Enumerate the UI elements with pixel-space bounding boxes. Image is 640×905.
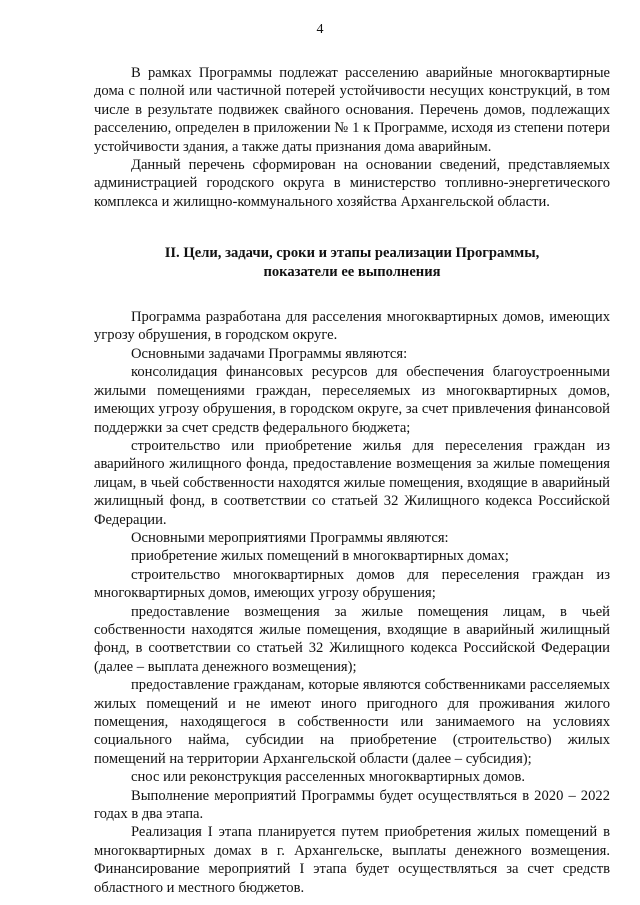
paragraph: Выполнение мероприятий Программы будет осуществляться в 2020 – 2022 годах в два этапа. bbox=[94, 787, 610, 823]
paragraph: В рамках Программы подлежат расселению аварийные многоквартирные дома с полной или частичной потерей устойчивости несущих конструкций, в том числе в результате подвижек свайного основания. Перечень домов, подлежащих расселению, определен в приложении № 1 к Программе, исходя из степени потери устойчивости здания, а также даты признания дома аварийным. bbox=[94, 65, 610, 155]
paragraph: строительство или приобретение жилья для переселения граждан из аварийного жилищного фонда, предоставление возмещения за жилые помещения лицам, в чьей собственности находятся жилые помещения, входящие в аварийный жилищный фонд, в соответствии со статьей 32 Жилищного кодекса Российской Федерации. bbox=[94, 437, 610, 528]
paragraph: приобретение жилых помещений в многоквартирных домах; bbox=[131, 548, 509, 565]
section-heading-line: показатели ее выполнения bbox=[263, 263, 441, 280]
paragraph: Основными задачами Программы являются: bbox=[131, 345, 408, 362]
paragraph: предоставление гражданам, которые являются собственниками расселяемых жилых помещений и не имеют иного пригодного для проживания жилого помещения, находящегося в собственности или занимаемого на условиях социального найма, субсидии на приобретение (строительство) жилых помещений на территории Архангельской области (далее – субсидия); bbox=[94, 677, 610, 767]
paragraph: консолидация финансовых ресурсов для обеспечения благоустроенными жилыми помещениями граждан, переселяемых из многоквартирных домов, имеющих угрозу обрушения, в городском округе, за счет привлечения финансовой поддержки за счет средств федерального бюджета; bbox=[94, 364, 610, 436]
paragraph: Реализация I этапа планируется путем приобретения жилых помещений в многоквартирных домах в г. Архангельске, выплаты денежного возмещения. Финансирование мероприятий I этапа будет осуществляться за счет средств областного и местного бюджетов. bbox=[94, 824, 610, 896]
paragraph: снос или реконструкция расселенных многоквартирных домов. bbox=[131, 769, 526, 786]
paragraph: Основными мероприятиями Программы являются: bbox=[131, 529, 449, 546]
paragraph: строительство многоквартирных домов для переселения граждан из многоквартирных домов, имеющих угрозу обрушения; bbox=[94, 566, 610, 602]
document-body bbox=[94, 64, 610, 897]
page-number: 4 bbox=[316, 22, 324, 37]
paragraph: предоставление возмещения за жилые помещения лицам, в чьей собственности находятся жилые помещения, входящие в аварийный жилищный фонд, в соответствии со статьей 32 Жилищного кодекса Российской Федерации (далее – выплата денежного возмещения); bbox=[94, 603, 610, 675]
paragraph: Программа разработана для расселения многоквартирных домов, имеющих угрозу обрушения, в городском округе. bbox=[94, 309, 610, 344]
section-heading-line: II. Цели, задачи, сроки и этапы реализации Программы, bbox=[164, 245, 540, 262]
section-heading bbox=[94, 244, 610, 281]
paragraph: Данный перечень сформирован на основании сведений, представляемых администрацией городского округа в министерство топливно-энергетического комплекса и жилищно-коммунального хозяйства Архангельской области. bbox=[94, 157, 610, 210]
